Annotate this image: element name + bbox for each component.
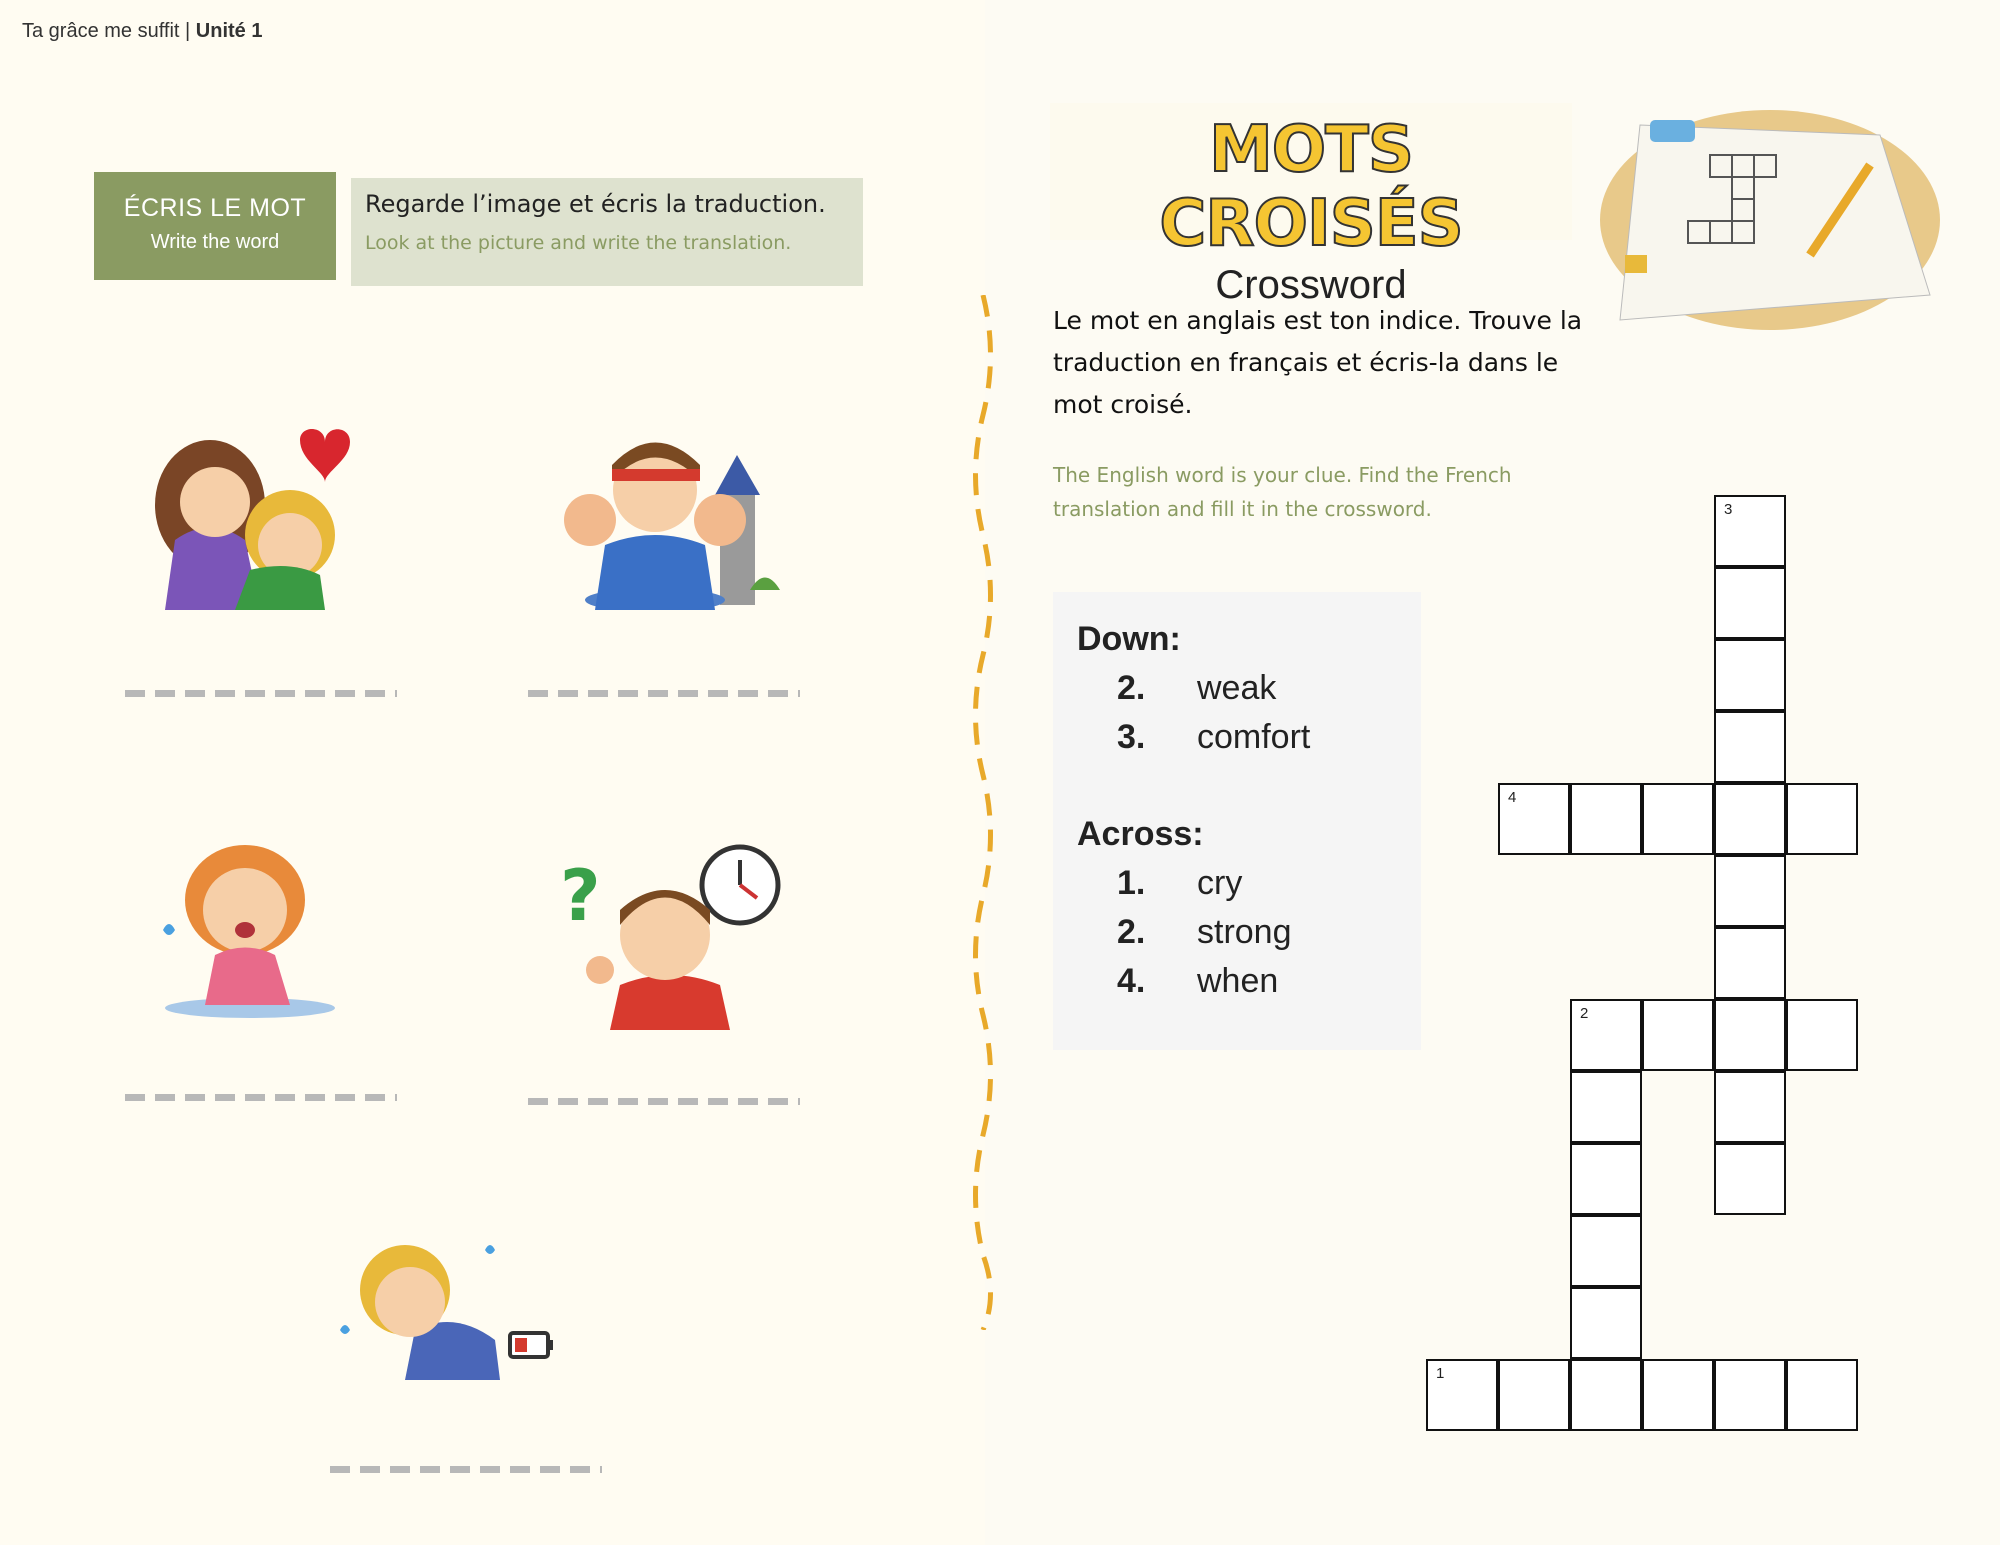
crossword-cell[interactable] [1714,711,1786,783]
clue-number: 1. [1117,864,1146,902]
crossword-cell[interactable] [1642,783,1714,855]
crossword-cell[interactable] [1786,1359,1858,1431]
ecris-subtitle: Write the word [150,231,280,253]
instruction-en: Look at the picture and write the translation. [365,232,792,254]
crossword-cell[interactable] [1714,927,1786,999]
page-title: MOTS CROISÉS [1159,113,1463,261]
crossword-cell[interactable] [1570,1287,1642,1359]
answer-blank[interactable] [528,690,800,697]
cell-number: 4 [1508,789,1517,806]
cell-number: 1 [1436,1365,1445,1382]
clue-number: 3. [1117,718,1146,756]
ecris-le-mot-box [94,172,336,280]
strong-boy-icon [550,425,785,610]
crossword-cell[interactable] [1714,1143,1786,1215]
across-clue [1117,864,1421,903]
cell-number: 2 [1580,1005,1589,1022]
clue-word: when [1197,962,1279,1000]
instruction-paragraph-fr: Le mot en anglais est ton indice. Trouve la traduction en français et écris-la dans le mot croisé. [1053,306,1583,419]
unit-label: Unité 1 [195,20,263,42]
clue-word: weak [1197,669,1277,707]
fold-divider [968,295,998,1330]
comfort-hug-icon [150,420,360,610]
crossword-cell[interactable] [1498,783,1570,855]
clue-word: strong [1197,913,1292,951]
down-heading: Down: [1077,620,1181,658]
crossword-cell[interactable] [1426,1359,1498,1431]
crossword-cell[interactable] [1570,1359,1642,1431]
instruction-paragraph-en: The English word is your clue. Find the French translation and fill it in the crossword. [1053,463,1512,521]
crossword-cell[interactable] [1786,999,1858,1071]
crossword-cell[interactable] [1570,783,1642,855]
down-clue [1117,718,1421,757]
answer-blank[interactable] [330,1466,602,1473]
title-box [1050,103,1572,307]
clue-number: 2. [1117,669,1146,707]
answer-blank[interactable] [125,690,397,697]
clue-word: cry [1197,864,1243,902]
crossword-cell[interactable] [1570,1215,1642,1287]
left-page [0,0,985,1545]
clue-number: 4. [1117,962,1146,1000]
crossword-cell[interactable] [1714,855,1786,927]
page-header [22,20,262,43]
crossword-cell[interactable] [1714,495,1786,567]
clue-number: 2. [1117,913,1146,951]
crossword-cell[interactable] [1714,1359,1786,1431]
crossword-cell[interactable] [1714,783,1786,855]
crying-girl-icon [155,840,335,1020]
weak-tired-boy-icon [335,1230,565,1390]
crossword-cell[interactable] [1498,1359,1570,1431]
crossword-cell[interactable] [1714,1071,1786,1143]
crossword-illustration-icon [1600,105,1945,330]
crossword-cell[interactable] [1786,783,1858,855]
clues-box [1053,592,1421,1050]
svg-text:?: ? [560,855,601,937]
across-clue [1117,913,1421,952]
down-clue [1117,669,1421,708]
thinking-when-icon [555,840,785,1030]
course-title: Ta grâce me suffit | [22,20,191,42]
crossword-cell[interactable] [1714,567,1786,639]
clue-word: comfort [1197,718,1311,756]
ecris-title: ÉCRIS LE MOT [123,194,307,222]
crossword-cell[interactable] [1714,999,1786,1071]
crossword-cell[interactable] [1570,999,1642,1071]
crossword-cell[interactable] [1642,1359,1714,1431]
answer-blank[interactable] [528,1098,800,1105]
answer-blank[interactable] [125,1094,397,1101]
crossword-cell[interactable] [1570,1071,1642,1143]
cell-number: 3 [1724,501,1733,518]
crossword-cell[interactable] [1642,999,1714,1071]
across-heading: Across: [1077,815,1204,853]
instruction-fr: Regarde l’image et écris la traduction. [365,190,826,218]
page-subtitle: Crossword [1215,263,1407,307]
instruction-box [351,178,863,286]
across-clue [1117,962,1421,1001]
crossword-cell[interactable] [1570,1143,1642,1215]
crossword-cell[interactable] [1714,639,1786,711]
